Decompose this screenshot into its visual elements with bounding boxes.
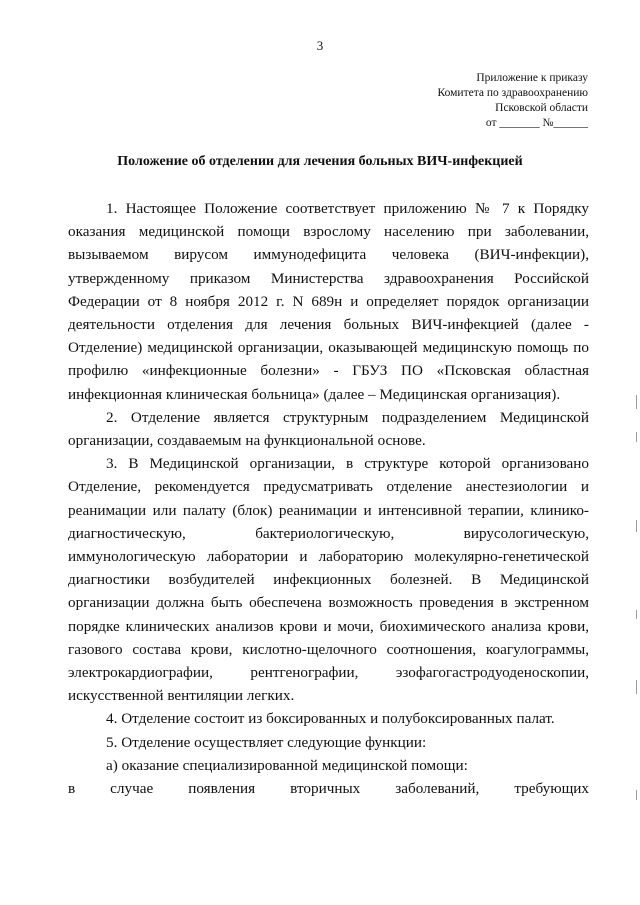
paragraph-4: 4. Отделение состоит из боксированных и полубоксированных палат. xyxy=(106,710,555,728)
scan-edge-mark xyxy=(636,520,637,532)
page-number: 3 xyxy=(316,38,324,53)
appendix-line-2: Комитета по здравоохранению xyxy=(437,87,588,99)
appendix-line-1: Приложение к приказу xyxy=(476,72,588,84)
scan-edge-mark xyxy=(636,395,637,409)
appendix-line-3: Псковской области xyxy=(495,102,588,114)
scan-edge-mark xyxy=(636,790,637,800)
scan-edge-mark xyxy=(636,610,637,619)
appendix-header xyxy=(438,71,588,131)
scan-edge-mark xyxy=(636,680,637,694)
paragraph-5: 5. Отделение осуществляет следующие функции: xyxy=(106,733,427,751)
document-body xyxy=(68,197,589,800)
paragraph-1: 1. Настоящее Положение соответствует приложению № 7 к Порядку оказания медицинской помощи взрослому населению при заболевании, вызываемом вирусом иммунодефицита человека (ВИЧ-инфекции), утвержденному приказом Министерства здравоохранения Российской Федерации от 8 ноября 2012 г. N 689н и определяет порядок организации деятельности отделения для лечения больных ВИЧ-инфекцией (далее - Отделение) медицинской организации, оказывающей медицинскую помощь по профилю «инфекционные болезни» - ГБУЗ ПО «Псковская областная инфекционная клиническая больница» (далее – Медицинская организация). xyxy=(68,200,589,403)
scan-edge-mark xyxy=(636,432,637,442)
paragraph-5a-continued: в случае появления вторичных заболеваний, требующих xyxy=(68,780,589,798)
paragraph-3: 3. В Медицинской организации, в структуре которой организовано Отделение, рекомендуется предусматривать отделение анестезиологии и реанимации или палату (блок) реанимации и интенсивной терапии, клинико-диагностическую, бактериологическую, вирусологическую, иммунологическую лаборатории и лабораторию молекулярно-генетической диагностики возбудителей инфекционных болезней. В Медицинской организации должна быть обеспечена возможность проведения в экстренном порядке клинических анализов крови и мочи, биохимического анализа крови, газового состава крови, кислотно-щелочного соотношения, коагулограммы, электрокардиографии, рентгенографии, эзофагогастродуоденоскопии, искусственной вентиляции легких. xyxy=(68,455,589,705)
appendix-line-4: от _______ №______ xyxy=(485,117,588,129)
document-title: Положение об отделении для лечения больных ВИЧ-инфекцией xyxy=(117,154,523,169)
paragraph-5a: а) оказание специализированной медицинской помощи: xyxy=(106,756,468,774)
paragraph-2: 2. Отделение является структурным подразделением Медицинской организации, создаваемым на функциональной основе. xyxy=(68,408,589,450)
